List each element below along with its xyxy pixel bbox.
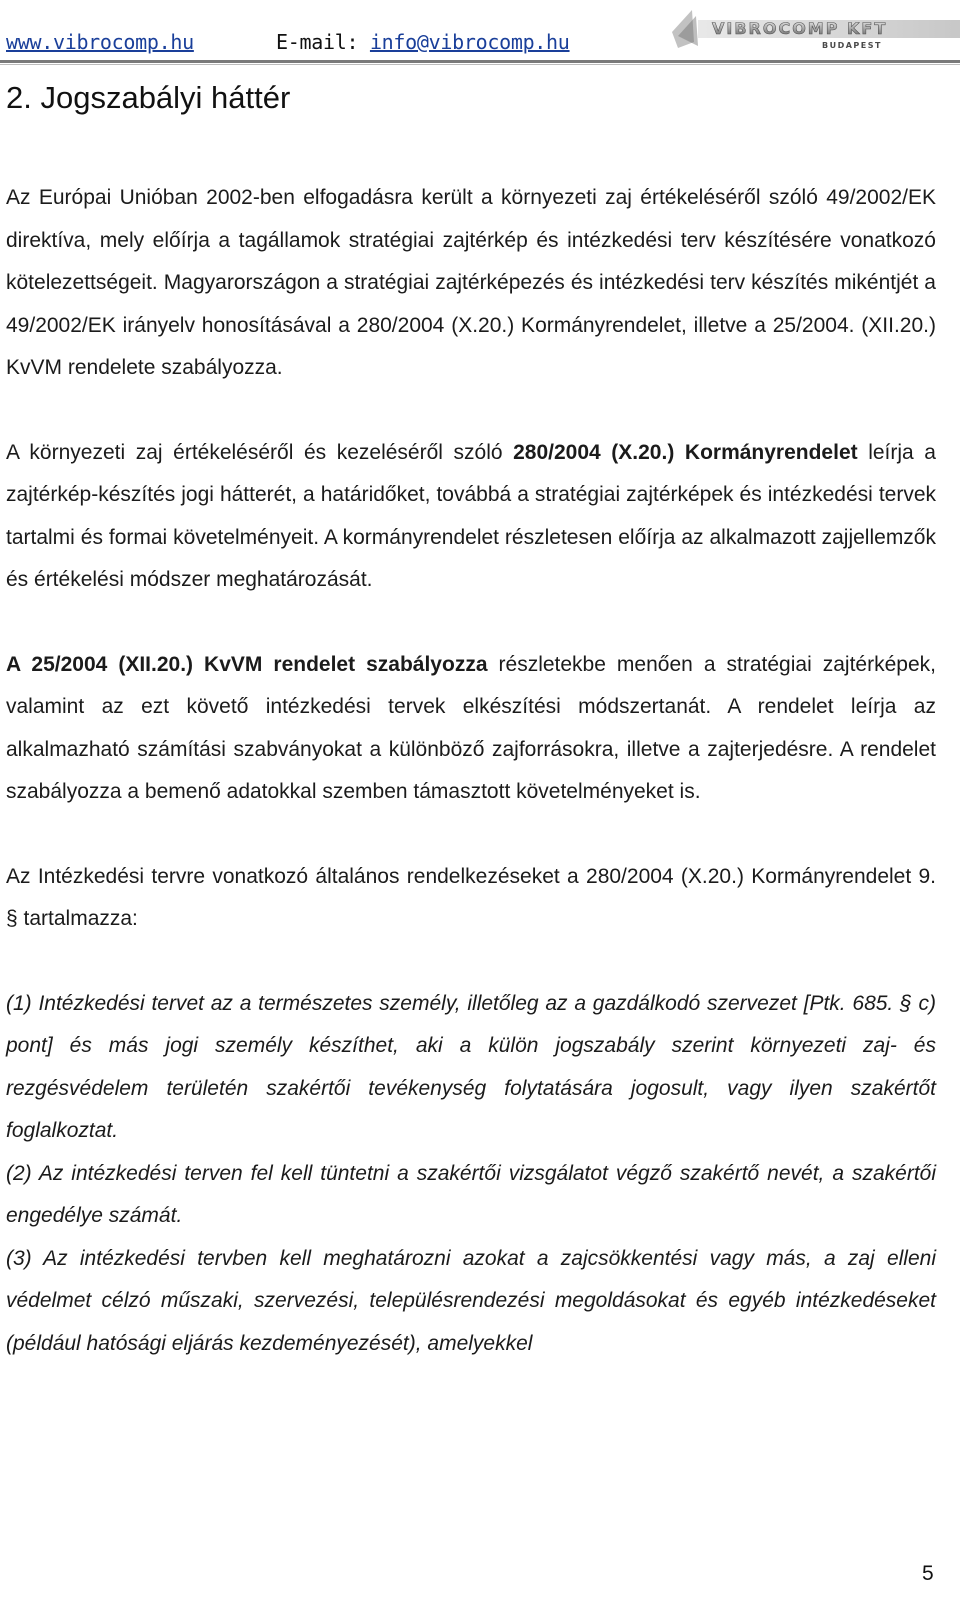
page-header <box>0 0 960 64</box>
email-label: E-mail: <box>276 30 359 54</box>
paragraph-kvvm-decree <box>6 644 936 814</box>
paragraph-government-decree <box>6 432 936 602</box>
list-item <box>6 1238 936 1366</box>
vibrocomp-logo <box>672 2 960 52</box>
email-line <box>276 30 570 54</box>
list-item <box>6 983 936 1153</box>
logo-wordmark: VIBROCOMP KFT <box>712 19 888 38</box>
header-rule-thin <box>0 64 960 65</box>
header-rule <box>0 60 960 63</box>
p3-rest: részletekbe menően a stratégiai zajtérképek, valamint az ezt követő intézkedési tervek elkészítési módszertanát. A rendelet leírja az alkalmazható számítási szabványokat a különböző zajforrásokra, illetve a zajterjedésre. A rendelet szabályozza a bemenő adatokkal szemben támasztott követelményeket is. <box>6 652 936 803</box>
p2-rest: leírja a zajtérkép-készítés jogi hátterét, a határidőket, továbbá a stratégiai zajtérképek és intézkedési tervek tartalmi és formai követelményeit. A kormányrendelet részletesen előírja az alkalmazott zajjellemzők és értékelési módszer meghatározását. <box>6 440 936 591</box>
document-body <box>6 177 936 1365</box>
email-link[interactable]: info@vibrocomp.hu <box>369 30 570 54</box>
list-item-text: (3) Az intézkedési tervben kell meghatározni azokat a zajcsökkentési vagy más, a zaj elleni védelmet célzó műszaki, szervezési, településrendezési megoldásokat és egyéb intézkedéseket (például hatósági eljárás kezdeményezését), amelyekkel <box>6 1246 936 1355</box>
list-item-text: (2) Az intézkedési terven fel kell tüntetni a szakértői vizsgálatot végző szakértő nevét, a szakértői engedélye számát. <box>6 1161 936 1227</box>
website-link[interactable]: www.vibrocomp.hu <box>6 30 194 54</box>
p2-lead: A környezeti zaj értékeléséről és kezeléséről szóló <box>6 440 514 464</box>
section-heading: 2. Jogszabályi háttér <box>6 80 291 115</box>
page-number: 5 <box>922 1562 934 1585</box>
list-item <box>6 1153 936 1238</box>
list-item-text: (1) Intézkedési tervet az a természetes személy, illetőleg az a gazdálkodó szervezet [Ptk. 685. § c) pont] és más jogi személy készíthet, aki a külön jogszabály szerint környezeti zaj- és rezgésvédelem területén szakértői tevékenység folytatására jogosult, vagy ilyen szakértőt foglalkoztat. <box>6 991 936 1142</box>
p2-decree-ref: 280/2004 (X.20.) Kormányrendelet <box>513 440 858 464</box>
p3-decree-ref: A 25/2004 (XII.20.) KvVM rendelet szabályozza <box>6 652 488 676</box>
logo-city: BUDAPEST <box>822 41 882 50</box>
paragraph-intro: Az Európai Unióban 2002-ben elfogadásra került a környezeti zaj értékeléséről szóló 49/2002/EK direktíva, mely előírja a tagállamok stratégiai zajtérkép és intézkedési terv készítésére vonatkozó kötelezettségeit. Magyarországon a stratégiai zajtérképezés és intézkedési terv készítés mikéntjét a 49/2002/EK irányelv honosításával a 280/2004 (X.20.) Kormányrendelet, illetve a 25/2004. (XII.20.) KvVM rendelete szabályozza. <box>6 186 936 379</box>
paragraph-action-plan: Az Intézkedési tervre vonatkozó általános rendelkezéseket a 280/2004 (X.20.) Kormányrendelet 9. § tartalmazza: <box>6 864 936 930</box>
